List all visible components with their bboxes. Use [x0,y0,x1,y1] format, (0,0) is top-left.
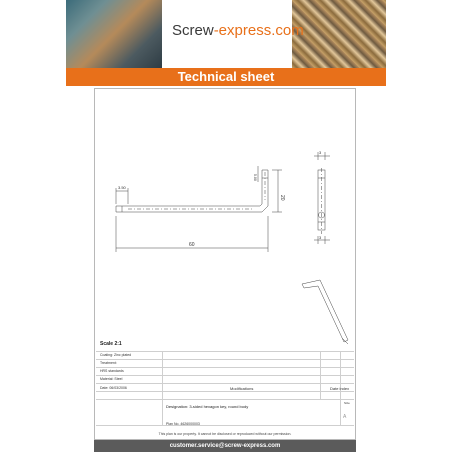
plan-number: Plan No. 4626000003 [166,422,200,426]
technical-drawing [94,88,356,348]
logo-main: Screw [172,22,214,39]
key-long-leg [116,170,268,212]
table-row [96,375,354,383]
size-label: Size [344,401,350,405]
dim-height-label: 20 [279,195,285,201]
logo-accent: -express.com [213,22,304,39]
dim-short-width-label: 5.00 [253,174,257,181]
material-cell: Material: Steel [100,377,123,381]
table-divider [320,351,321,399]
header-photo-hands-tools [66,0,162,68]
designation-text: Designation: 3-sided hexagon key, round body [166,404,249,409]
table-row [96,391,354,399]
table-row [96,425,354,426]
table-divider [162,351,163,426]
size-value: A [343,414,347,420]
table-row [96,399,354,425]
table-row [96,367,354,375]
dim-diameter-label: 3.50 [118,185,126,190]
table-row [96,359,354,367]
date-cell: Date: 06/03/2006 [100,386,127,390]
footer-email-link[interactable]: customer.service@screw-express.com [169,443,281,449]
table-row [96,383,354,391]
treatment-cell: Treatment: [100,361,117,365]
hrs-cell: HRS standards [100,369,124,373]
brand-logo [172,22,304,39]
table-row [96,351,354,359]
page-title: Technical sheet [177,69,275,84]
dim-length-label: 60 [189,242,195,248]
modifications-header: Modifications [230,386,254,391]
date-index-header: Date index [330,386,350,391]
key-isometric [302,280,348,342]
footer-disclaimer: This plan is our property. It cannot be disclosed or reproduced without our permission. [158,432,292,436]
scale-label: Scale 2:1 [100,341,122,347]
dim-side-top-label: 3 [319,150,322,155]
header-photo-screws [292,0,386,68]
dim-side-bottom-label: 3 [319,235,322,240]
coating-cell: Coating: Zinc plated [100,353,132,357]
